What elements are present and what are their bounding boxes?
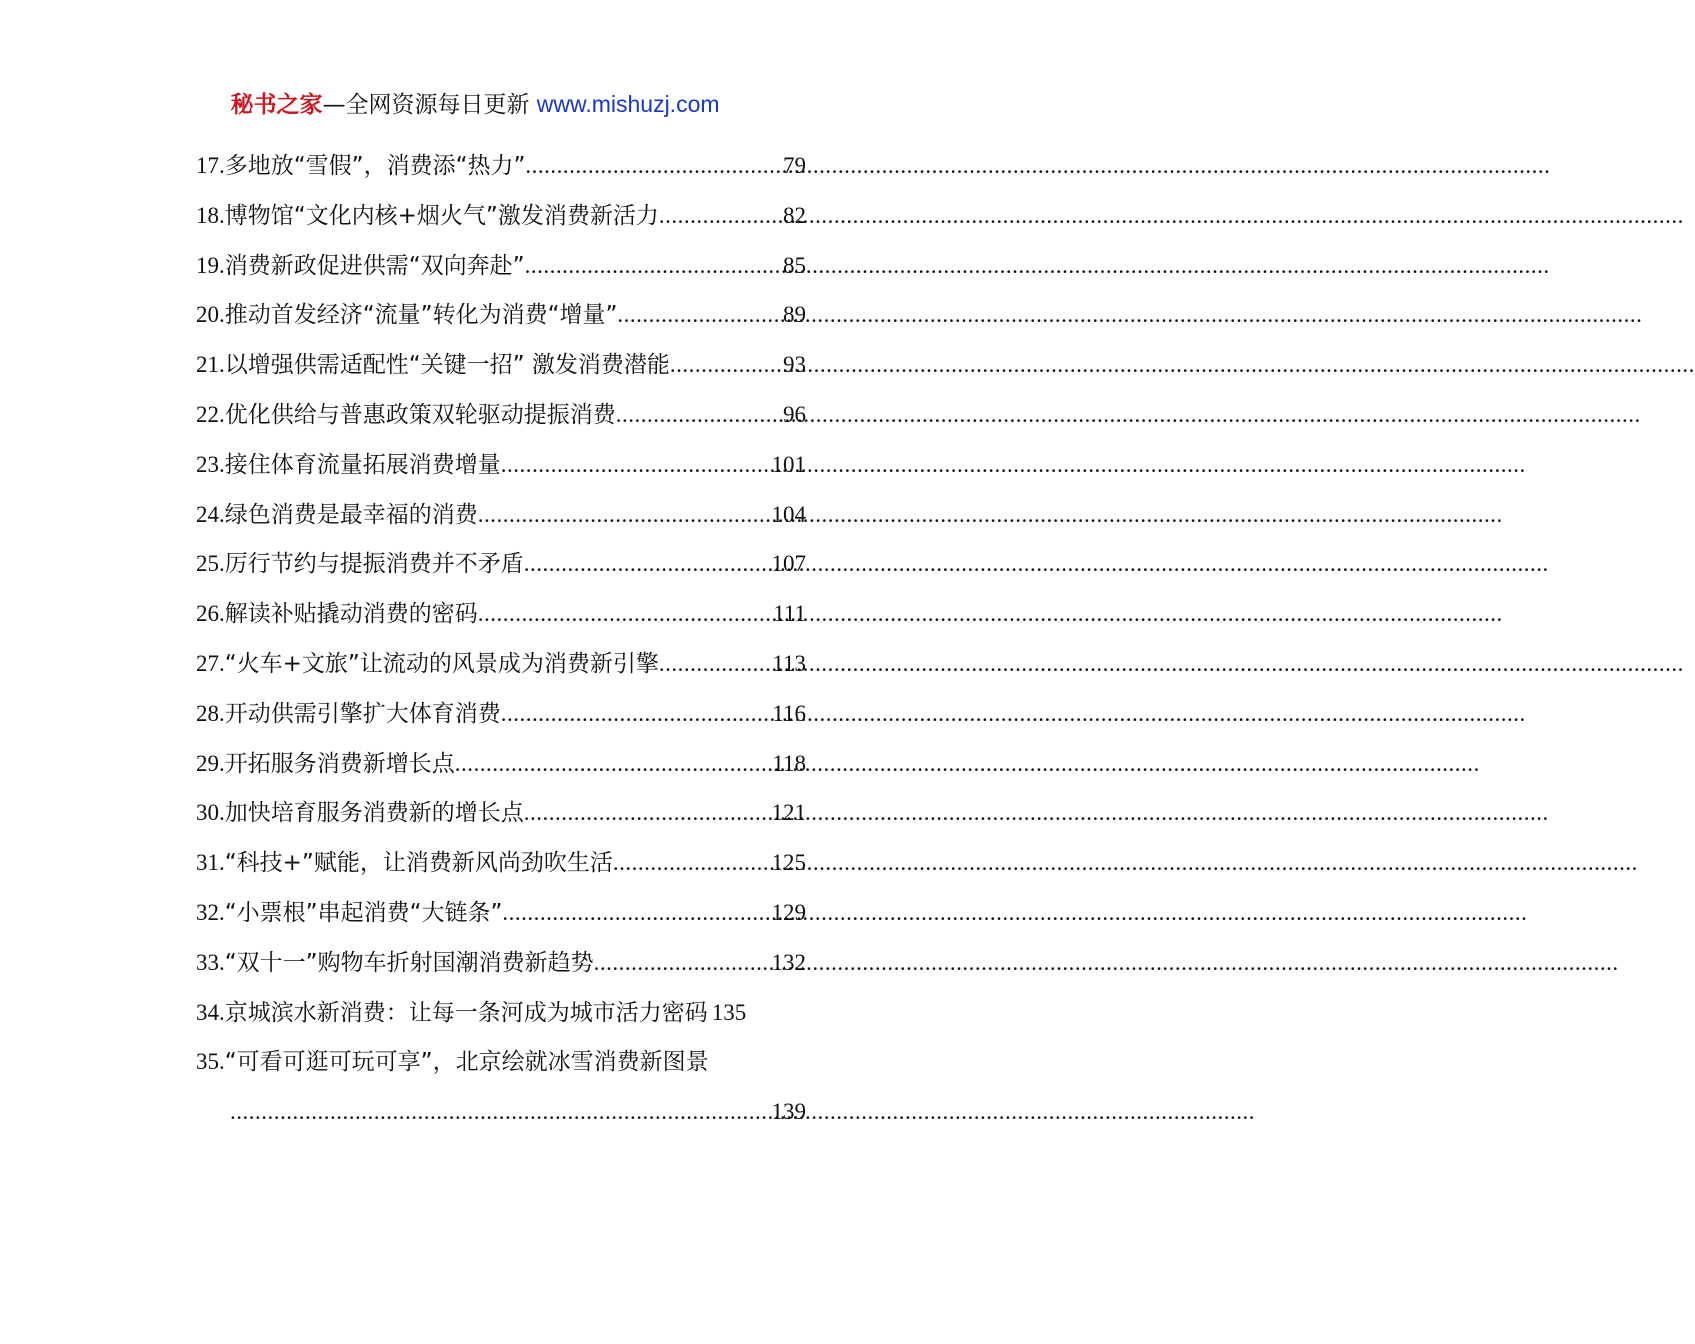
- toc-entry-title: “小票根”串起消费“大链条”: [224, 899, 503, 926]
- toc-entry-title: 接住体育流量拓展消费增量: [224, 451, 501, 478]
- toc-entry[interactable]: [196, 198, 806, 248]
- dot-leader: [525, 148, 783, 184]
- toc-entry[interactable]: [196, 696, 806, 746]
- toc-entry-title: “火车+文旅”让流动的风景成为消费新引擎: [224, 650, 659, 677]
- toc-entry-number: 17.: [196, 153, 225, 178]
- toc-entry-page: 93: [783, 352, 806, 378]
- toc-entry-number: 33.: [196, 949, 225, 975]
- toc-entry[interactable]: [196, 596, 806, 646]
- toc-entry[interactable]: [196, 248, 806, 298]
- dot-leader: [524, 546, 772, 582]
- toc-entry[interactable]: [196, 795, 806, 845]
- dot-leader: [478, 497, 772, 533]
- dot-leader: [525, 248, 783, 284]
- toc-entry-page: 116: [772, 700, 806, 726]
- dot-leader: [594, 945, 772, 981]
- toc-entry-page: 125: [771, 850, 806, 876]
- brand-name: 秘书之家: [230, 92, 323, 118]
- toc-entry-page: 113: [772, 650, 806, 676]
- toc-entry-continuation[interactable]: [196, 1094, 806, 1144]
- toc-entry-number: 29.: [196, 750, 225, 776]
- toc-entry[interactable]: [196, 895, 806, 945]
- toc-entry-title: 推动首发经济“流量”转化为消费“增量”: [224, 302, 618, 329]
- toc-entry-page: 82: [783, 202, 806, 228]
- toc-entry-title: 开动供需引擎扩大体育消费: [224, 700, 501, 727]
- toc-entry-title: 消费新政促进供需“双向奔赴”: [224, 252, 525, 279]
- toc-entry-number: 35.: [196, 1049, 225, 1075]
- toc-entry-title: 解读补贴撬动消费的密码: [224, 601, 478, 628]
- toc-entry[interactable]: [196, 546, 806, 596]
- toc-entry-number: 22.: [196, 401, 225, 427]
- toc-entry-title: 厉行节约与提振消费并不矛盾: [224, 551, 524, 578]
- toc-entry-number: 26.: [196, 601, 225, 627]
- dot-leader: [617, 297, 783, 333]
- toc-entry[interactable]: [196, 945, 806, 995]
- toc-entry-title: 京城滨水新消费：让每一条河成为城市活力密码: [224, 999, 708, 1026]
- toc-entry-number: 23.: [196, 451, 225, 477]
- toc-entry-page: 111: [773, 601, 806, 627]
- toc-entry[interactable]: [196, 845, 806, 895]
- toc-entry-title: 博物馆“文化内核+烟火气”激发消费新活力: [224, 202, 659, 229]
- toc-entry[interactable]: [196, 1044, 806, 1094]
- dot-leader: [501, 696, 773, 732]
- dot-leader: [478, 596, 773, 632]
- toc-entry-title: 加快培育服务消费新的增长点: [224, 800, 524, 827]
- toc-entry-page: 96: [783, 401, 806, 427]
- toc-entry-number: 30.: [196, 800, 225, 826]
- toc-entry-page: 118: [772, 750, 806, 776]
- toc-entry-number: 25.: [196, 551, 225, 577]
- dot-leader: [670, 347, 783, 383]
- page-header: [0, 88, 950, 121]
- toc-entry[interactable]: [196, 447, 806, 497]
- toc-entry-page: 85: [783, 252, 806, 278]
- header-tagline: —全网资源每日更新: [322, 92, 537, 118]
- toc-entry[interactable]: [196, 497, 806, 547]
- toc-entry-page: 101: [771, 451, 806, 477]
- toc-entry-title: 优化供给与普惠政策双轮驱动提振消费: [224, 401, 616, 428]
- toc-entry-number: 19.: [196, 252, 225, 278]
- toc-entry-number: 24.: [196, 501, 225, 527]
- dot-leader: [659, 646, 772, 682]
- toc-entry[interactable]: [196, 297, 806, 347]
- toc-entry-page: 107: [771, 551, 806, 577]
- toc-entry-title: “科技+”赋能，让消费新风尚劲吹生活: [224, 850, 613, 877]
- toc-entry[interactable]: [196, 148, 806, 198]
- toc-entry-page: 132: [771, 949, 806, 975]
- toc-entry-number: 31.: [196, 850, 225, 876]
- toc-entry-page: 135: [711, 999, 747, 1025]
- dot-leader: [230, 1094, 772, 1130]
- dot-leader: [613, 845, 772, 881]
- toc-entry-page: 121: [771, 800, 806, 826]
- toc-entry-title: “可看可逛可玩可享”，北京绘就冰雪消费新图景: [224, 1049, 709, 1076]
- toc-entry-number: 32.: [196, 899, 225, 925]
- dot-leader: [455, 746, 773, 782]
- toc-entry-number: 20.: [196, 302, 225, 328]
- toc-entry-number: 18.: [196, 202, 225, 228]
- toc-entry-page: 104: [771, 501, 806, 527]
- toc-entry-number: 34.: [196, 999, 225, 1025]
- toc-entry-number: 28.: [196, 700, 225, 726]
- dot-leader: [616, 397, 783, 433]
- toc-entry[interactable]: [196, 746, 806, 796]
- toc-entry-page: 79: [783, 153, 806, 178]
- toc-entry-page: 129: [771, 899, 806, 925]
- toc-entry-number: 27.: [196, 650, 225, 676]
- toc-entry[interactable]: [196, 397, 806, 447]
- toc-entry[interactable]: [196, 347, 806, 397]
- toc-entry-title: 以增强供需适配性“关键一招” 激发消费潜能: [224, 352, 670, 379]
- toc-entry-number: 21.: [196, 352, 225, 378]
- dot-leader: [502, 895, 771, 931]
- dot-leader: [524, 795, 772, 831]
- toc-entry-page: 139: [771, 1099, 806, 1125]
- toc-entry[interactable]: [196, 646, 806, 696]
- toc-entry-page: 89: [783, 302, 806, 328]
- dot-leader: [501, 447, 772, 483]
- toc-entry-title: 开拓服务消费新增长点: [224, 750, 455, 777]
- site-url[interactable]: www.mishuzj.com: [536, 91, 720, 117]
- toc-entry-title: “双十一”购物车折射国潮消费新趋势: [224, 949, 594, 976]
- toc-entry-title: 绿色消费是最幸福的消费: [224, 501, 478, 528]
- table-of-contents: [196, 148, 806, 1144]
- dot-leader: [659, 198, 783, 234]
- toc-entry-title: 多地放“雪假”，消费添“热力”: [224, 153, 526, 179]
- toc-entry[interactable]: [196, 995, 806, 1045]
